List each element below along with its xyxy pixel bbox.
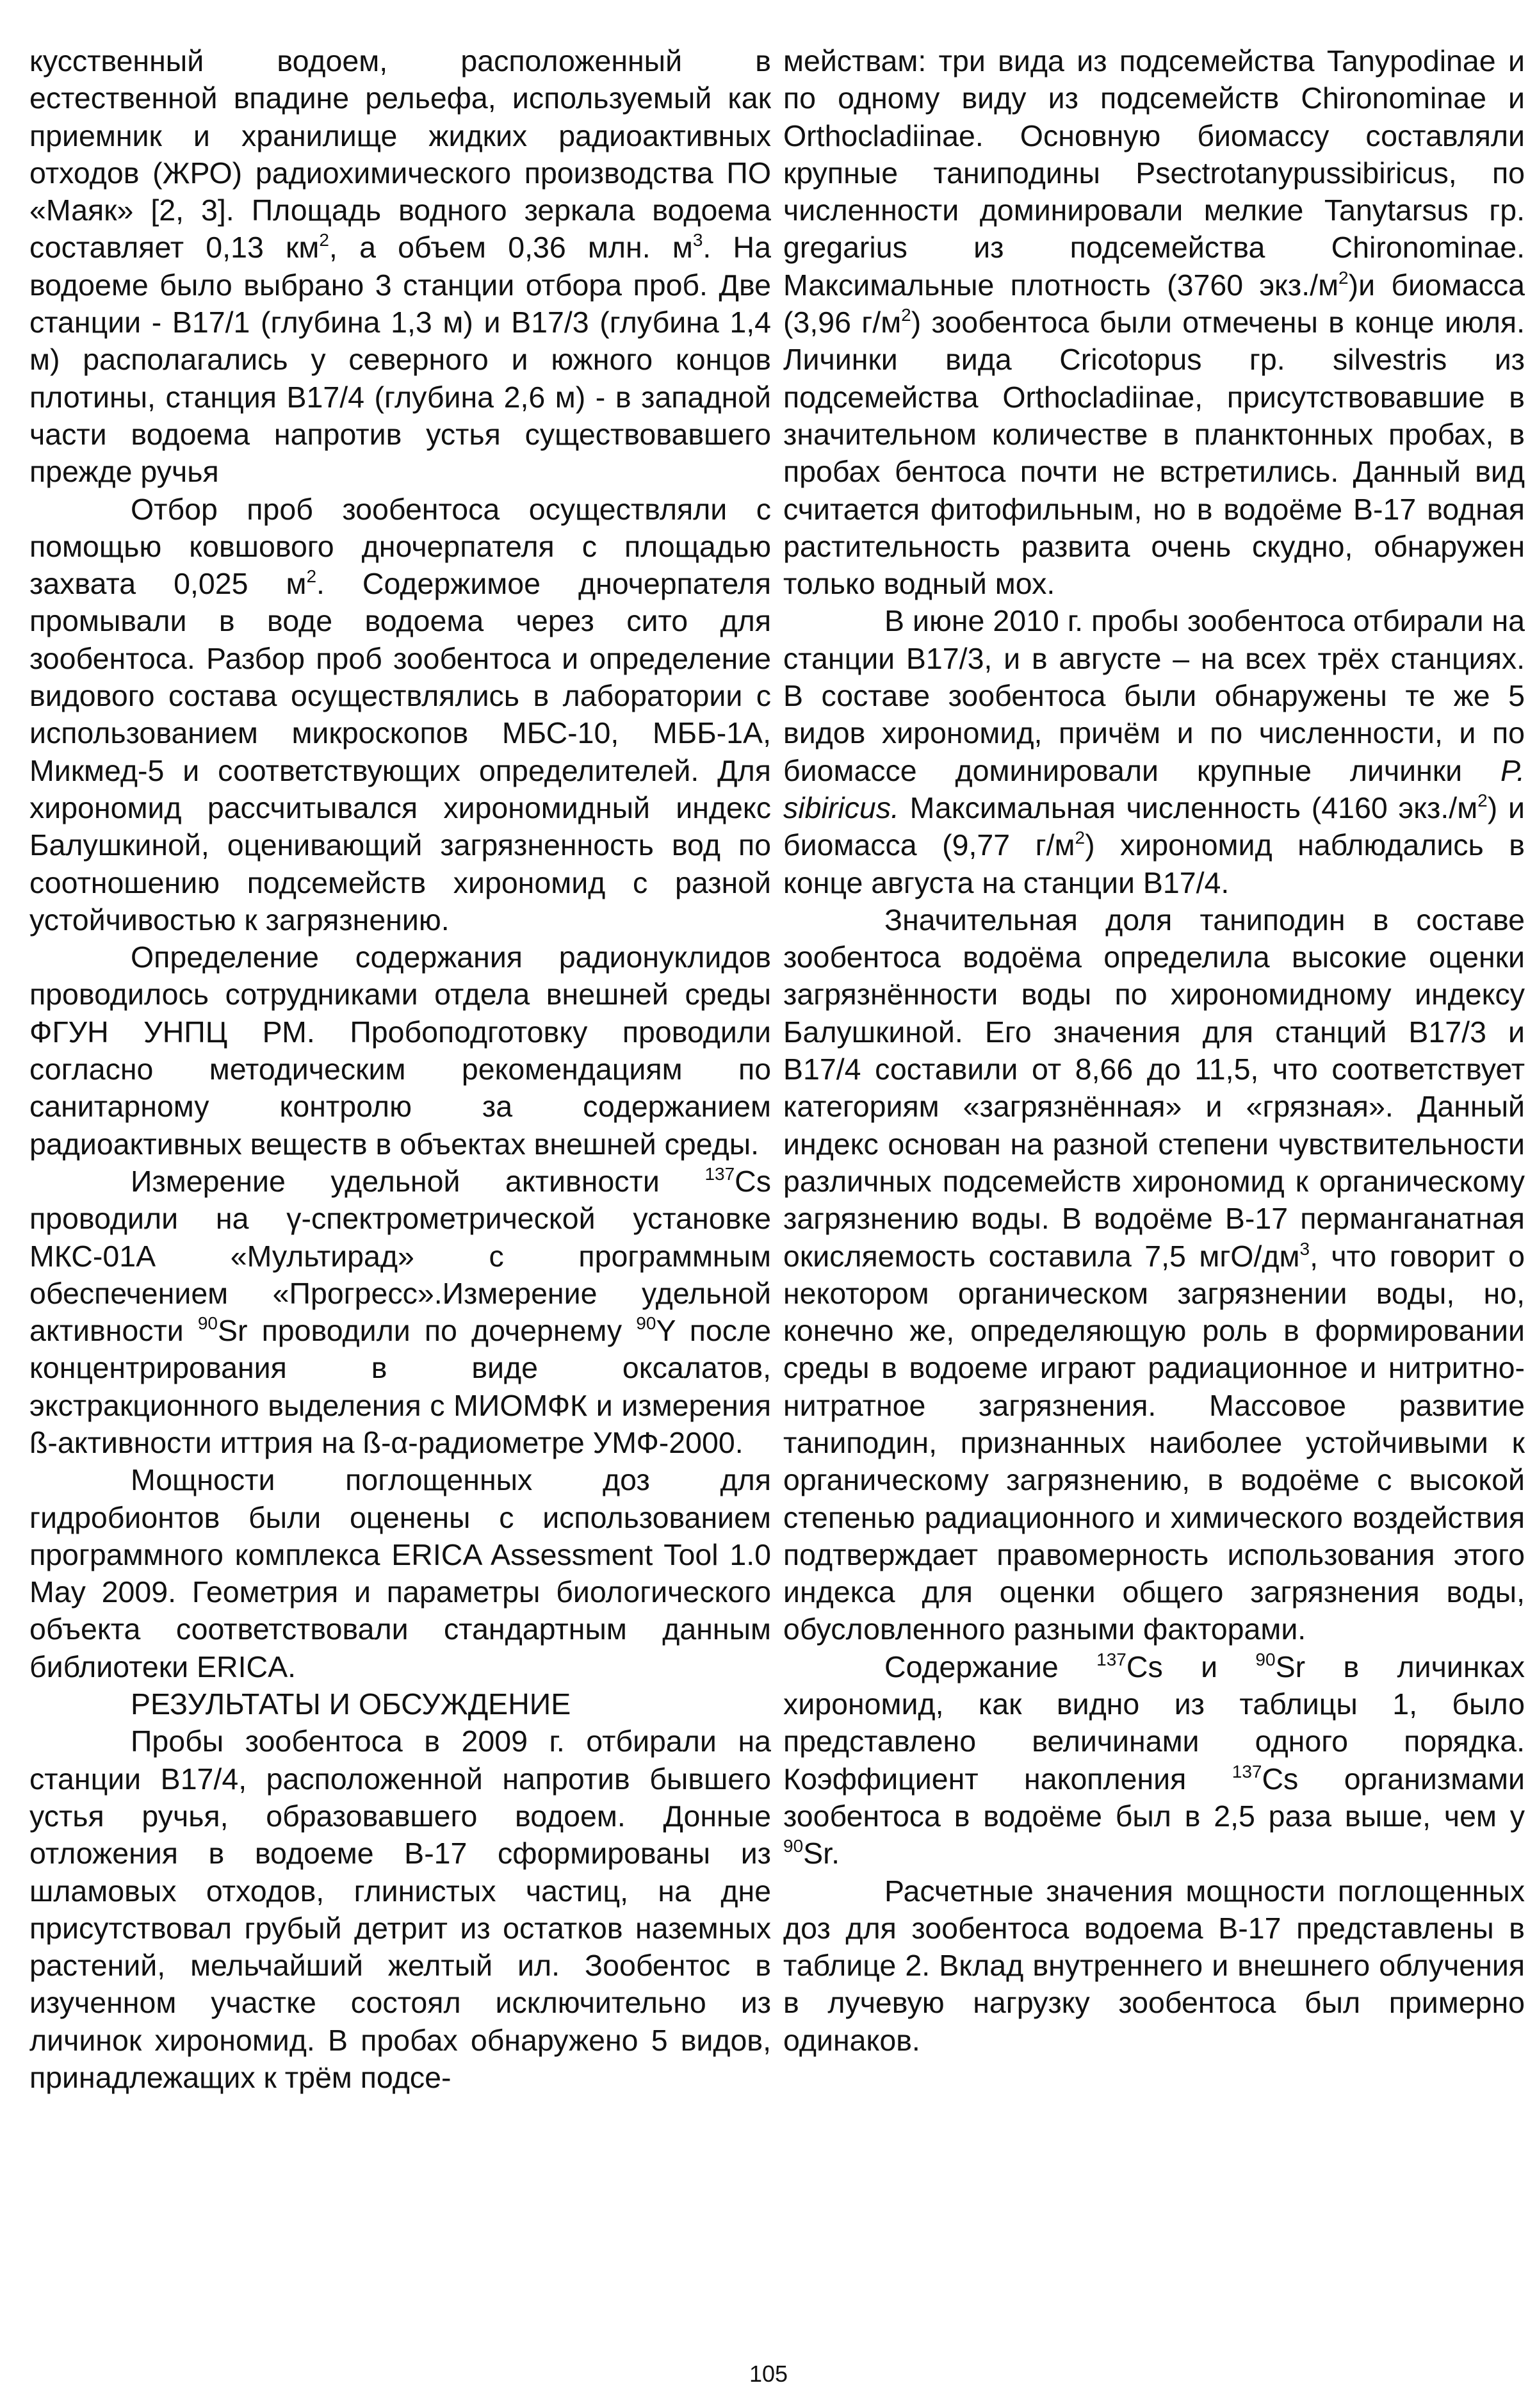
- paragraph-pollution-index: Значительная доля таниподин в составе зообентоса водоёма определила высокие оценки загрязнённости воды по хирономидному индексу Балушкиной. Его значения для станций В17/3 и В17/4 составили от 8,66 до 11,5, что соответствует категориям «загрязнённая» и «грязная». Данный индекс основан на разной степени чувствительности различных подсемейств хирономид к органическому загрязнению воды. В водоёме В-17 перманганатная окисляемость составила 7,5 мгО/$дм^3$, что говорит о некотором органическом загрязнении воды, но, конечно же, определяющую роль в формировании среды в водоеме играют радиационное и нитритно-нитратное загрязнения. Массовое развитие таниподин, признанных наиболее устойчивыми к органическому загрязнению, в водоёме с высокой степенью радиационного и химического воздействия подтверждает правомерность использования этого индекса для оценки общего загрязнения воды, обусловленного разными факторами.: [783, 903, 1525, 1646]
- paragraph-results-2009: Пробы зообентоса в 2009 г. отбирали на станции В17/4, расположенной напротив бывшего устья ручья, образовавшего водоем. Донные отложения в водоеме В-17 сформированы из шламовых отходов, глинистых частиц, на дне присутствовал грубый детрит из остатков наземных растений, мельчайший желтый ил. Зообентос в изученном участке состоял исключительно из личинок хирономид. В пробах обнаружено 5 видов, принадлежащих к трём подсе-: [29, 1724, 771, 2095]
- page-number: 105: [749, 2361, 788, 2387]
- paragraph-radionuclide-determination: Определение содержания радионуклидов проводилось сотрудниками отдела внешней среды ФГУН УНПЦ РМ. Пробоподготовку проводили согласно методическим рекомендациям по санитарному контролю за содержанием радиоактивных веществ в объектах внешней среды.: [29, 940, 771, 1161]
- section-heading-results: РЕЗУЛЬТАТЫ И ОБСУЖДЕНИЕ: [131, 1687, 571, 1721]
- paragraph-results-2010: В июне 2010 г. пробы зообентоса отбирали на станции В17/3, и в августе – на всех трёх станциях. В составе зообентоса были обнаружены те же 5 видов хирономид, причём и по численности, и по биомассе доминировали крупные личинки P. sibiricus. Максимальная численность (4160 $экз./м^2$) и биомасса (9,77 $г/м^2$) хирономид наблюдались в конце августа на станции В17/4.: [783, 604, 1525, 899]
- right-column: [783, 42, 1525, 2059]
- left-column: [29, 42, 771, 2096]
- paragraph-species-composition: мействам: три вида из подсемейства Tanypodinae и по одному виду из подсемейств Chironominae и Orthocladiinae. Основную биомассу составляли крупные таниподины Psectrotanypussibiricus, по численности доминировали мелкие Tanytarsus гр. gregarius из подсемейства Chironominae. Максимальные плотность (3760 $экз./м^2)и$ биомасса (3,96 $г/м^2$) зообентоса были отмечены в конце июля. Личинки вида Cricotopus гр. silvestris из подсемейства Orthocladiinae, присутствовавшие в значительном количестве в планктонных пробах, в пробах бентоса почти не встретились. Данный вид считается фитофильным, но в водоёме В-17 водная растительность развита очень скудно, обнаружен только водный мох.: [783, 44, 1525, 601]
- paragraph-radionuclide-content: Содержание $^{137}$Cs и $^{90}$Sr в личинках хирономид, как видно из таблицы 1, было представлено величинами одного порядка. Коэффициент накопления $^{137}$Cs организмами зообентоса в водоёме был в 2,5 раза выше, чем у $^{90}$Sr.: [783, 1649, 1525, 1871]
- paragraph-dose-rates: Расчетные значения мощности поглощенных доз для зообентоса водоема В-17 представлены в таблице 2. Вклад внутреннего и внешнего облучения в лучевую нагрузку зообентоса был примерно одинаков.: [783, 1874, 1525, 2057]
- paragraph-site-description: кусственный водоем, расположенный в естественной впадине рельефа, используемый как приемник и хранилище жидких радиоактивных отходов (ЖРО) радиохимического производства ПО «Маяк» [2, 3]. Площадь водного зеркала водоема составляет 0,13 $км^2$, а объем 0,36 млн. $м^3$. На водоеме было выбрано 3 станции отбора проб. Две станции - В17/1 (глубина 1,3 м) и В17/3 (глубина 1,4 м) располагались у северного и южного концов плотины, станция В17/4 (глубина 2,6 м) - в западной части водоема напротив устья существовавшего прежде ручья: [29, 44, 771, 489]
- paragraph-sampling-method: Отбор проб зообентоса осуществляли с помощью ковшового дночерпателя с площадью захвата 0,025 $м^2$. Содержимое дночерпателя промывали в воде водоема через сито для зообентоса. Разбор проб зообентоса и определение видового состава осуществлялись в лаборатории с использованием микроскопов МБС-10, МББ-1А, Микмед-5 и соответствующих определителей. Для хирономид рассчитывался хирономидный индекс Балушкиной, оценивающий загрязненность вод по соотношению подсемейств хирономид с разной устойчивостью к загрязнению.: [29, 492, 772, 937]
- paragraph-activity-measurement: Измерение удельной активности $^{137}$Cs проводили на γ-спектрометрической установке МКС-01А «Мультирад» с программным обеспечением «Прогресс».Измерение удельной активности $^{90}$Sr проводили по дочернему $^{90}$Y после концентрирования в виде оксалатов, экстракционного выделения с МИОМФК и измерения ß-активности иттрия на ß-α-радиометре УМФ-2000.: [29, 1163, 771, 1459]
- paragraph-dose-assessment: Мощности поглощенных доз для гидробионтов были оценены с использованием программного комплекса ERICA Assessment Tool 1.0 May 2009. Геометрия и параметры биологического объекта соответствовали стандартным данным библиотеки ERICA.: [29, 1463, 771, 1683]
